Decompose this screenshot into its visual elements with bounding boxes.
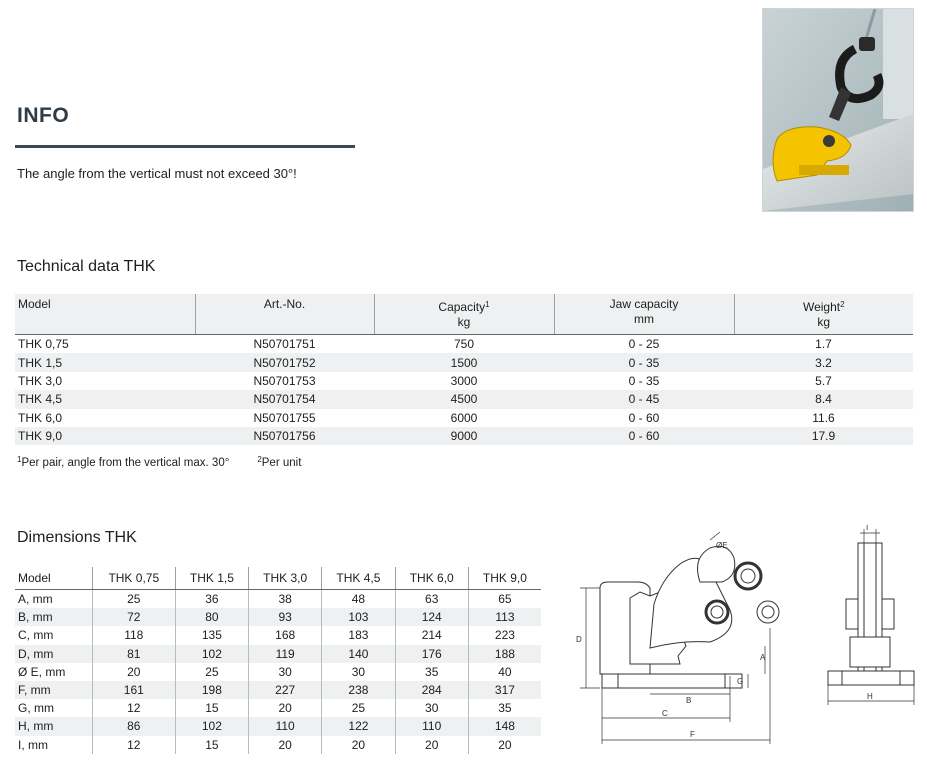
dimension-label-cell: G, mm (18, 701, 54, 716)
model-cell: THK 6,0 (18, 410, 63, 425)
header-thk-60: THK 6,0 (395, 567, 468, 590)
dim-label-g: G (737, 677, 744, 686)
dimension-value-cell: 118 (92, 626, 175, 644)
dimension-value-cell: 30 (395, 699, 468, 717)
dim-label-e: ØE (716, 541, 728, 550)
dimension-value-cell: 103 (322, 608, 395, 626)
footnote-per-pair: $^1$Per pair, angle from the vertical max. 30° (17, 455, 230, 469)
dimension-value-cell: 48 (322, 590, 395, 609)
footnote-per-unit: $^2$Per unit (257, 455, 302, 469)
table-row (15, 645, 541, 663)
table-row (15, 663, 541, 681)
dim-label-c: C (662, 709, 668, 718)
info-title: INFO (17, 104, 70, 127)
header-weight: Weight$^2$ kg (734, 294, 913, 335)
dimension-value-cell: 30 (249, 663, 322, 681)
dim-label-a: A (760, 653, 766, 662)
dimension-value-cell: 188 (468, 645, 541, 663)
table-row (15, 390, 913, 408)
dim-label-b: B (686, 696, 692, 705)
dimension-value-cell: 35 (395, 663, 468, 681)
header-model: Model (15, 567, 92, 590)
dimension-value-cell: 38 (249, 590, 322, 609)
art-no-cell: N50701756 (195, 427, 374, 445)
front-view-drawing (820, 525, 920, 720)
dimension-value-cell: 238 (322, 681, 395, 699)
art-no-cell: N50701752 (195, 353, 374, 371)
dimension-value-cell: 317 (468, 681, 541, 699)
model-cell: THK 0,75 (18, 337, 69, 352)
header-jaw-capacity: Jaw capacity mm (554, 294, 734, 335)
capacity-cell: 750 (453, 337, 475, 352)
header-art-no: Art.-No. (195, 294, 374, 335)
header-thk-15: THK 1,5 (175, 567, 248, 590)
art-no-cell: N50701755 (253, 410, 316, 425)
dimension-value-cell: 183 (322, 626, 395, 644)
capacity-cell: 9000 (374, 427, 554, 445)
dimension-value-cell: 102 (175, 645, 248, 663)
dimension-value-cell: 20 (322, 736, 395, 754)
table-row (15, 608, 541, 626)
header-thk-45: THK 4,5 (322, 567, 395, 590)
model-cell: THK 9,0 (15, 427, 195, 445)
dimensions-table (15, 567, 541, 754)
dimension-value-cell: 25 (322, 699, 395, 717)
dimension-value-cell: 198 (175, 681, 248, 699)
dim-label-d: D (576, 635, 582, 644)
dimension-label-cell: I, mm (18, 737, 48, 752)
table-header-row (15, 567, 541, 590)
capacity-cell: 6000 (450, 410, 478, 425)
dimension-value-cell: 25 (175, 663, 248, 681)
model-cell: THK 1,5 (15, 353, 195, 371)
jaw-capacity-cell: 0 - 35 (628, 373, 660, 388)
dimension-value-cell: 20 (92, 663, 175, 681)
table-row (15, 717, 541, 735)
capacity-cell: 1500 (374, 353, 554, 371)
header-model: Model (15, 294, 195, 335)
dimension-value-cell: 113 (468, 608, 541, 626)
dim-label-f: F (690, 730, 695, 739)
dimension-value-cell: 25 (92, 590, 175, 609)
art-no-cell: N50701751 (253, 337, 316, 352)
dimension-value-cell: 102 (175, 717, 248, 735)
dimension-value-cell: 81 (92, 645, 175, 663)
dimension-value-cell: 161 (92, 681, 175, 699)
dimension-value-cell: 40 (468, 663, 541, 681)
art-no-cell: N50701753 (253, 373, 316, 388)
weight-cell: 17.9 (734, 427, 913, 445)
dimension-value-cell: 63 (395, 590, 468, 609)
table-row (15, 699, 541, 717)
dimension-value-cell: 135 (175, 626, 248, 644)
header-thk-075: THK 0,75 (92, 567, 175, 590)
dimension-value-cell: 80 (175, 608, 248, 626)
footnotes (17, 455, 301, 469)
dim-label-i: I (866, 525, 869, 532)
technical-data-title: Technical data THK (17, 258, 156, 275)
dimension-value-cell: 20 (249, 699, 322, 717)
header-thk-90: THK 9,0 (468, 567, 541, 590)
dimension-label-cell: H, mm (15, 717, 92, 735)
capacity-cell: 4500 (374, 390, 554, 408)
dimension-value-cell: 214 (395, 626, 468, 644)
dimension-label-cell: D, mm (15, 645, 92, 663)
dimension-value-cell: 223 (468, 626, 541, 644)
dimension-value-cell: 110 (395, 717, 468, 735)
dimension-value-cell: 15 (175, 699, 248, 717)
table-header-row (15, 294, 913, 335)
dimension-value-cell: 227 (249, 681, 322, 699)
dimension-value-cell: 15 (175, 736, 248, 754)
jaw-capacity-cell: 0 - 60 (628, 410, 660, 425)
weight-cell: 5.7 (815, 373, 832, 388)
info-text: The angle from the vertical must not exceed 30°! (17, 166, 297, 181)
weight-cell: 11.6 (812, 410, 835, 425)
dimension-value-cell: 30 (322, 663, 395, 681)
dimension-value-cell: 20 (468, 736, 541, 754)
info-divider (15, 145, 355, 148)
dimension-value-cell: 20 (249, 736, 322, 754)
dimension-value-cell: 65 (468, 590, 541, 609)
weight-cell: 1.7 (815, 337, 832, 352)
dimension-value-cell: 12 (92, 736, 175, 754)
dimension-value-cell: 176 (395, 645, 468, 663)
dimension-label-cell: B, mm (15, 608, 92, 626)
jaw-capacity-cell: 0 - 60 (554, 427, 734, 445)
table-row (15, 372, 913, 390)
jaw-capacity-cell: 0 - 35 (554, 353, 734, 371)
table-row (15, 736, 541, 754)
table-row (15, 353, 913, 371)
dimension-value-cell: 72 (92, 608, 175, 626)
dimension-value-cell: 140 (322, 645, 395, 663)
dimension-value-cell: 284 (395, 681, 468, 699)
dimension-value-cell: 148 (468, 717, 541, 735)
dimension-value-cell: 110 (249, 717, 322, 735)
table-row (15, 626, 541, 644)
header-thk-30: THK 3,0 (249, 567, 322, 590)
technical-data-table (15, 294, 913, 445)
table-row (15, 590, 541, 609)
art-no-cell: N50701754 (195, 390, 374, 408)
table-row (15, 427, 913, 445)
table-row (15, 335, 913, 354)
table-row (15, 681, 541, 699)
jaw-capacity-cell: 0 - 45 (554, 390, 734, 408)
model-cell: THK 4,5 (15, 390, 195, 408)
dimension-label-cell: Ø E, mm (18, 664, 66, 679)
jaw-capacity-cell: 0 - 25 (628, 337, 660, 352)
dimension-label-cell: C, mm (18, 628, 54, 643)
header-capacity: Capacity$^1$ kg (374, 294, 554, 335)
dimension-value-cell: 168 (249, 626, 322, 644)
capacity-cell: 3000 (450, 373, 478, 388)
dimension-value-cell: 36 (175, 590, 248, 609)
dimension-label-cell: F, mm (15, 681, 92, 699)
dimension-value-cell: 12 (92, 699, 175, 717)
table-row (15, 409, 913, 427)
dimension-value-cell: 35 (468, 699, 541, 717)
dimension-value-cell: 122 (322, 717, 395, 735)
dimensions-title: Dimensions THK (17, 529, 137, 546)
model-cell: THK 3,0 (18, 373, 63, 388)
dimension-value-cell: 86 (92, 717, 175, 735)
dimension-value-cell: 124 (395, 608, 468, 626)
side-view-drawing (570, 528, 795, 758)
dimension-value-cell: 93 (249, 608, 322, 626)
dim-label-h: H (867, 692, 873, 701)
product-photo (762, 8, 914, 212)
dimension-value-cell: 20 (395, 736, 468, 754)
weight-cell: 8.4 (734, 390, 913, 408)
dimension-value-cell: 119 (249, 645, 322, 663)
weight-cell: 3.2 (734, 353, 913, 371)
dimension-label-cell: A, mm (18, 592, 53, 607)
